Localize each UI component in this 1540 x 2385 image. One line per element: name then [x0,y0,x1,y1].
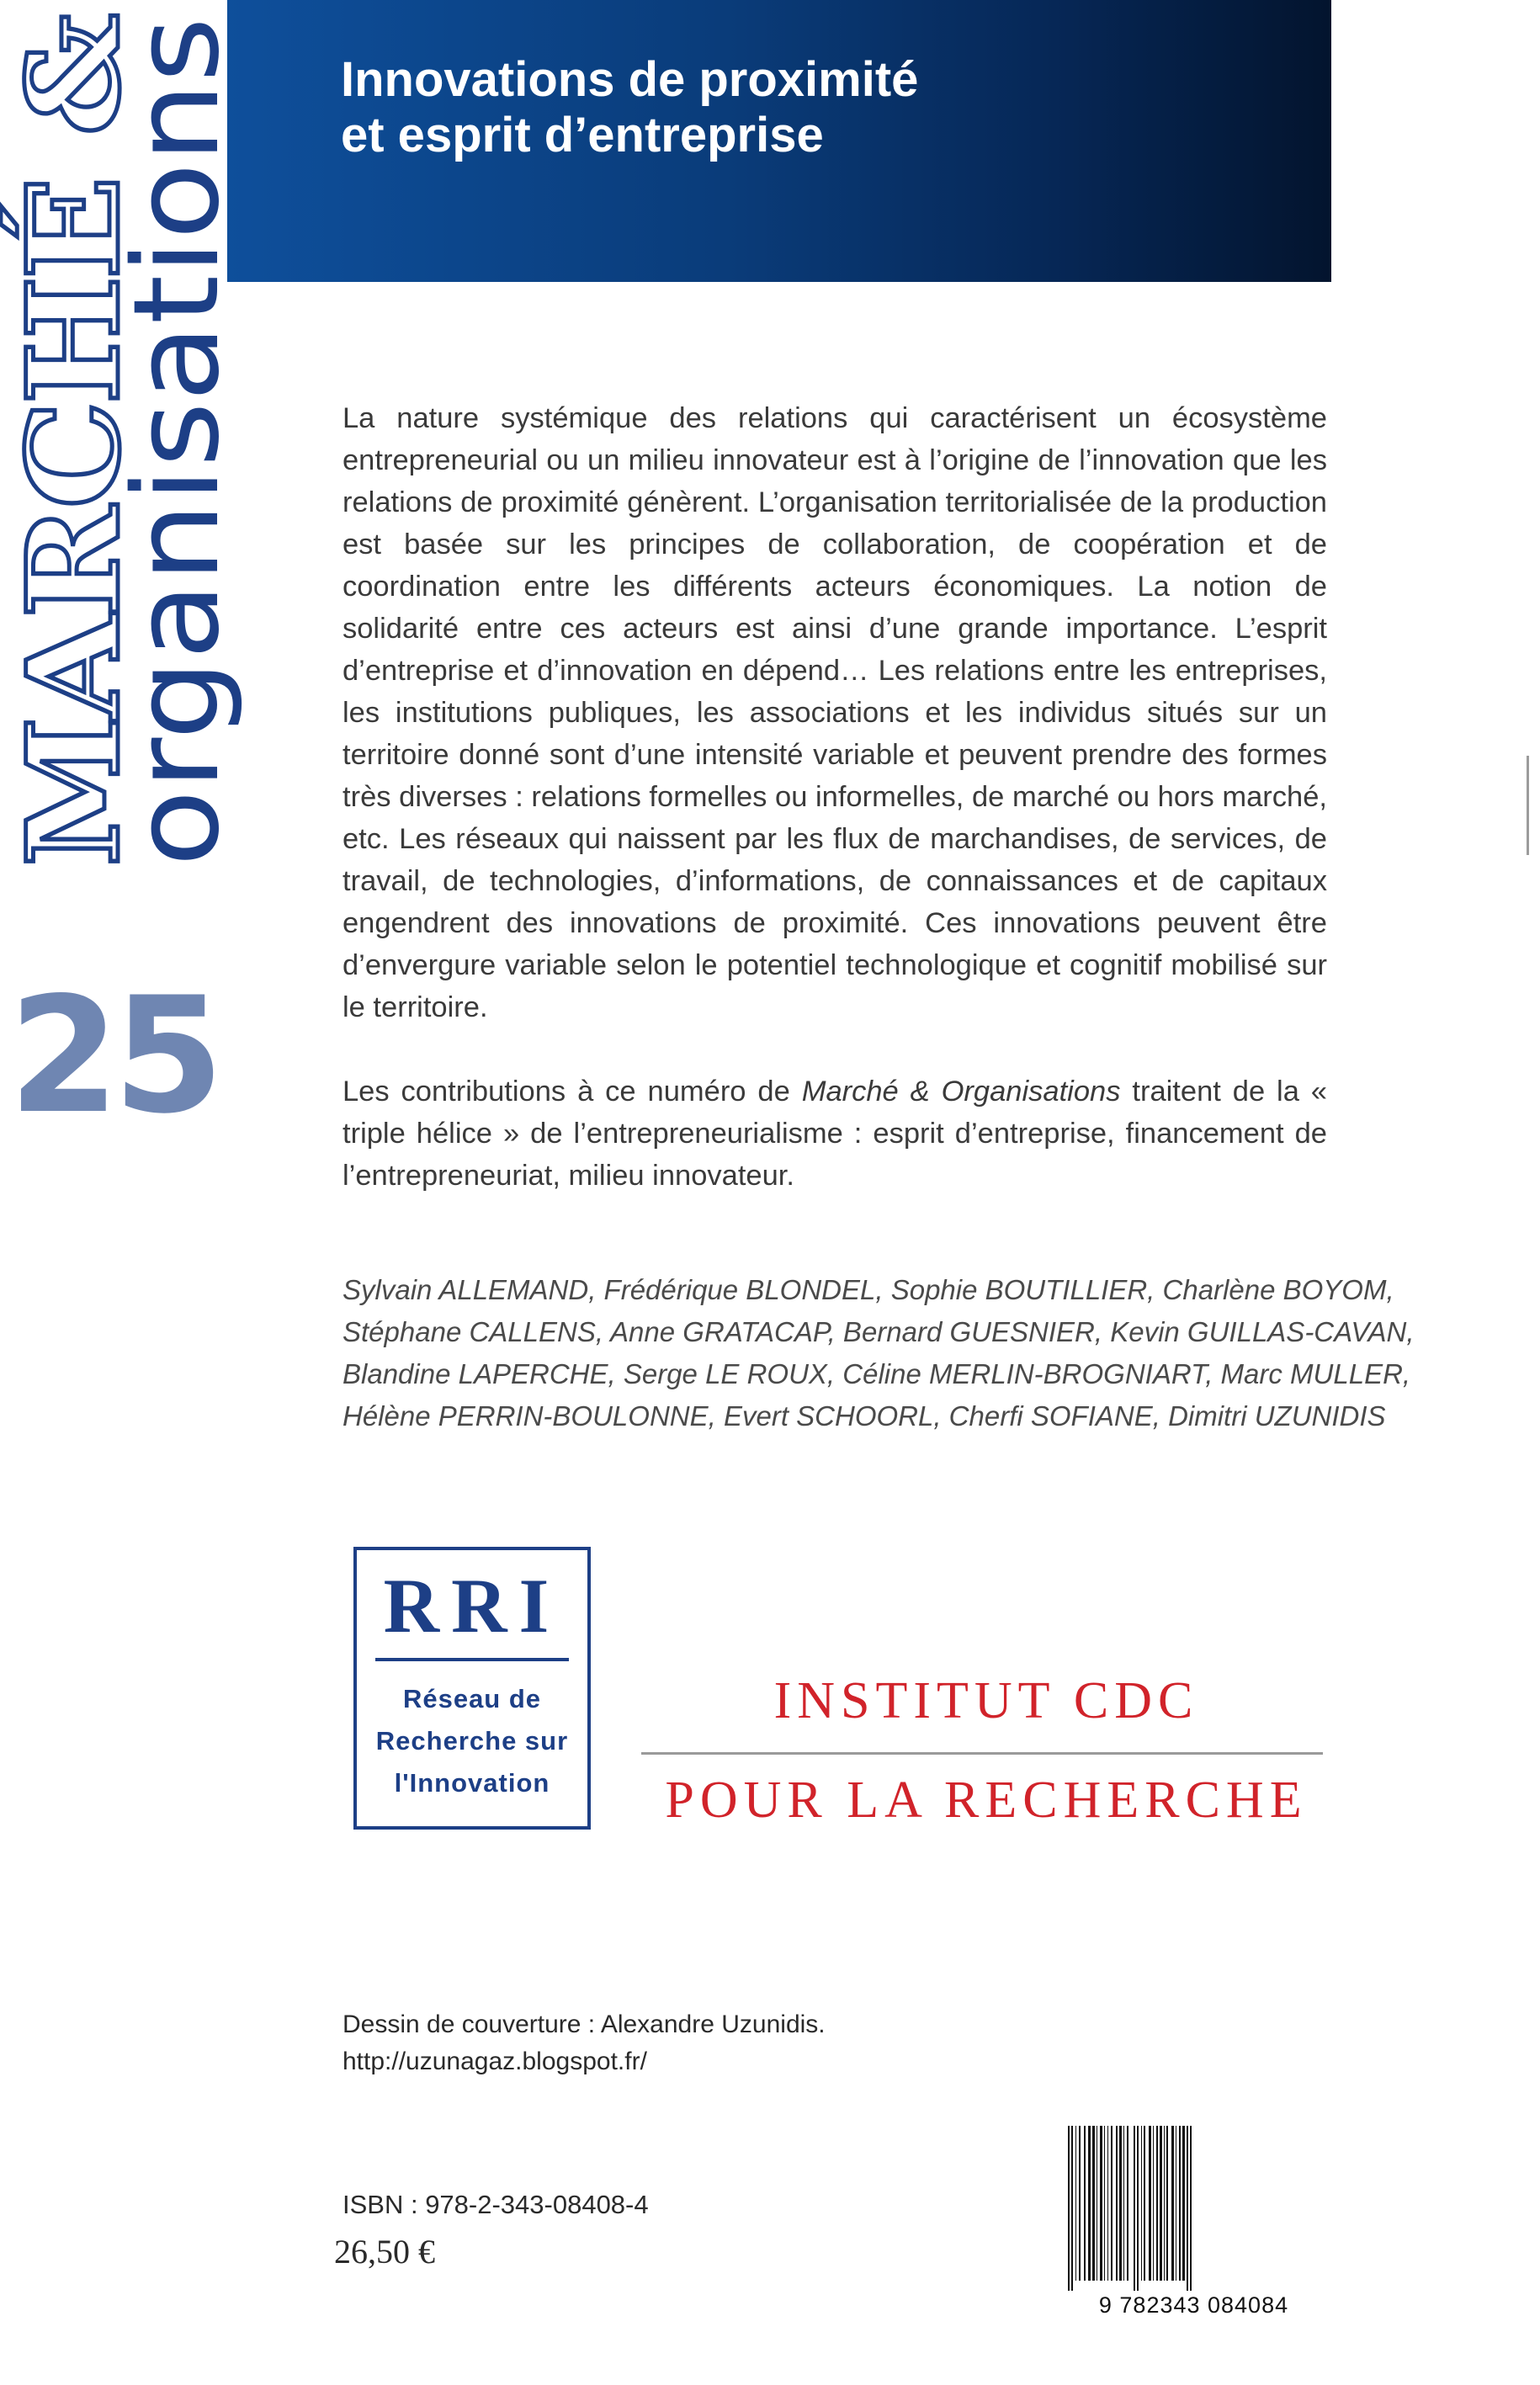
barcode-bar [1123,2126,1124,2281]
barcode-bar [1100,2126,1102,2281]
isbn: ISBN : 978-2-343-08408-4 [343,2190,649,2219]
barcode-bar [1134,2126,1135,2291]
barcode-bar [1107,2126,1108,2281]
rri-line-3: l'Innovation [394,1768,550,1798]
book-title-line2: et esprit d’entreprise [341,108,824,162]
institut-cdc-logo [641,1672,1331,1843]
book-title [341,52,1309,163]
series-title [0,0,246,892]
barcode-bar [1079,2126,1081,2281]
barcode-bar [1166,2126,1168,2281]
barcode-bar [1068,2126,1070,2291]
rri-logo [353,1547,591,1830]
author-list [343,1269,1415,1437]
cdc-line-1: INSTITUT CDC [773,1672,1199,1729]
paragraph-2-text-end: traitent de la « triple hélice » de l’entrepreneurialisme : esprit d’entreprise, financement de l’entrepreneuriat, milieu innovateur. [343,1076,1327,1192]
cdc-divider [641,1752,1323,1755]
journal-name: Marché & Organisations [801,1076,1121,1108]
author-line-4: Hélène PERRIN-BOULONNE, Evert SCHOORL, Cherfi SOFIANE, Dimitri UZUNIDIS [343,1400,1386,1432]
barcode-bar [1127,2126,1128,2281]
series-title-line1: MARCHÉ & [0,77,148,867]
barcode-bar [1141,2126,1142,2281]
author-line-3: Blandine LAPERCHE, Serge LE ROUX, Céline MERLIN-BROGNIART, Marc MULLER, [343,1358,1411,1389]
credit-url: http://uzunagaz.blogspot.fr/ [343,2048,647,2075]
rri-line-2: Recherche sur [375,1726,569,1756]
barcode-bar [1149,2126,1151,2281]
price: 26,50 € [334,2233,435,2271]
barcode-bar [1104,2126,1105,2281]
cover-credits [343,2006,1100,2080]
back-cover-description [343,397,1327,1197]
barcode-bar [1092,2126,1095,2281]
rri-line-1: Réseau de [402,1684,542,1713]
barcode-bar [1164,2126,1165,2281]
barcode-bar [1075,2126,1076,2281]
barcode-bar [1088,2126,1091,2281]
author-line-1: Sylvain ALLEMAND, Frédérique BLONDEL, Sophie BOUTILLIER, Charlène BOYOM, [343,1274,1394,1305]
barcode-bar [1190,2126,1192,2291]
barcode [1056,2126,1331,2328]
cover-design-credit: Dessin de couverture : Alexandre Uzunidis. [343,2011,826,2038]
barcode-bar [1084,2126,1086,2281]
barcode-bar [1144,2126,1145,2281]
barcode-bar [1160,2126,1162,2281]
barcode-bar [1116,2126,1118,2281]
header-band [227,0,1331,282]
barcode-bar [1071,2126,1073,2291]
cdc-line-2: POUR LA RECHERCHE [665,1771,1308,1829]
description-paragraph-2 [343,1070,1327,1197]
barcode-bar [1111,2126,1113,2281]
barcode-bar [1187,2126,1188,2291]
rri-full-name [357,1678,587,1804]
barcode-bar [1153,2126,1154,2281]
barcode-bar [1182,2126,1185,2281]
barcode-bar [1137,2126,1139,2291]
series-title-graphic [0,0,246,892]
series-title-line2: organisations [109,73,246,867]
barcode-bars [1056,2126,1331,2291]
barcode-bar [1156,2126,1158,2281]
author-line-2: Stéphane CALLENS, Anne GRATACAP, Bernard GUESNIER, Kevin GUILLAS-CAVAN, [343,1316,1415,1347]
edge-mark [1527,756,1529,855]
issue-number: 25 [8,963,218,1149]
rri-divider [375,1658,569,1661]
barcode-digits: 9 782343 084084 [1098,2292,1289,2318]
barcode-bar [1119,2126,1122,2281]
description-paragraph-1: La nature systémique des relations qui caractérisent un écosystème entrepreneurial ou un milieu innovateur est à l’origine de l’innovation que les relations de proximité génèrent. L’organisation territorialisée de la production est basée sur les principes de collaboration, de coopération et de coordination entre les différents acteurs économiques. La notion de solidarité entre ces acteurs est ainsi d’une grande importance. L’esprit d’entreprise et d’innovation en dépend… Les relations entre les entreprises, les institutions publiques, les associations et les individus situés sur un territoire donné sont d’une intensité variable et peuvent prendre des formes très diverses : relations formelles ou informelles, de marché ou hors marché, etc. Les réseaux qui naissent par les flux de marchandises, de services, de travail, de technologies, d’informations, de connaissances et de capitaux engendrent des innovations de proximité. Ces innovations peuvent être d’envergure variable selon le potentiel technologique et cognitif mobilisé sur le territoire. [343,402,1327,1023]
barcode-bar [1179,2126,1181,2281]
book-title-line1: Innovations de proximité [341,52,919,107]
paragraph-2-text-start: Les contributions à ce numéro de [343,1076,802,1108]
rri-acronym: RRI [383,1563,561,1649]
barcode-bar [1171,2126,1174,2281]
